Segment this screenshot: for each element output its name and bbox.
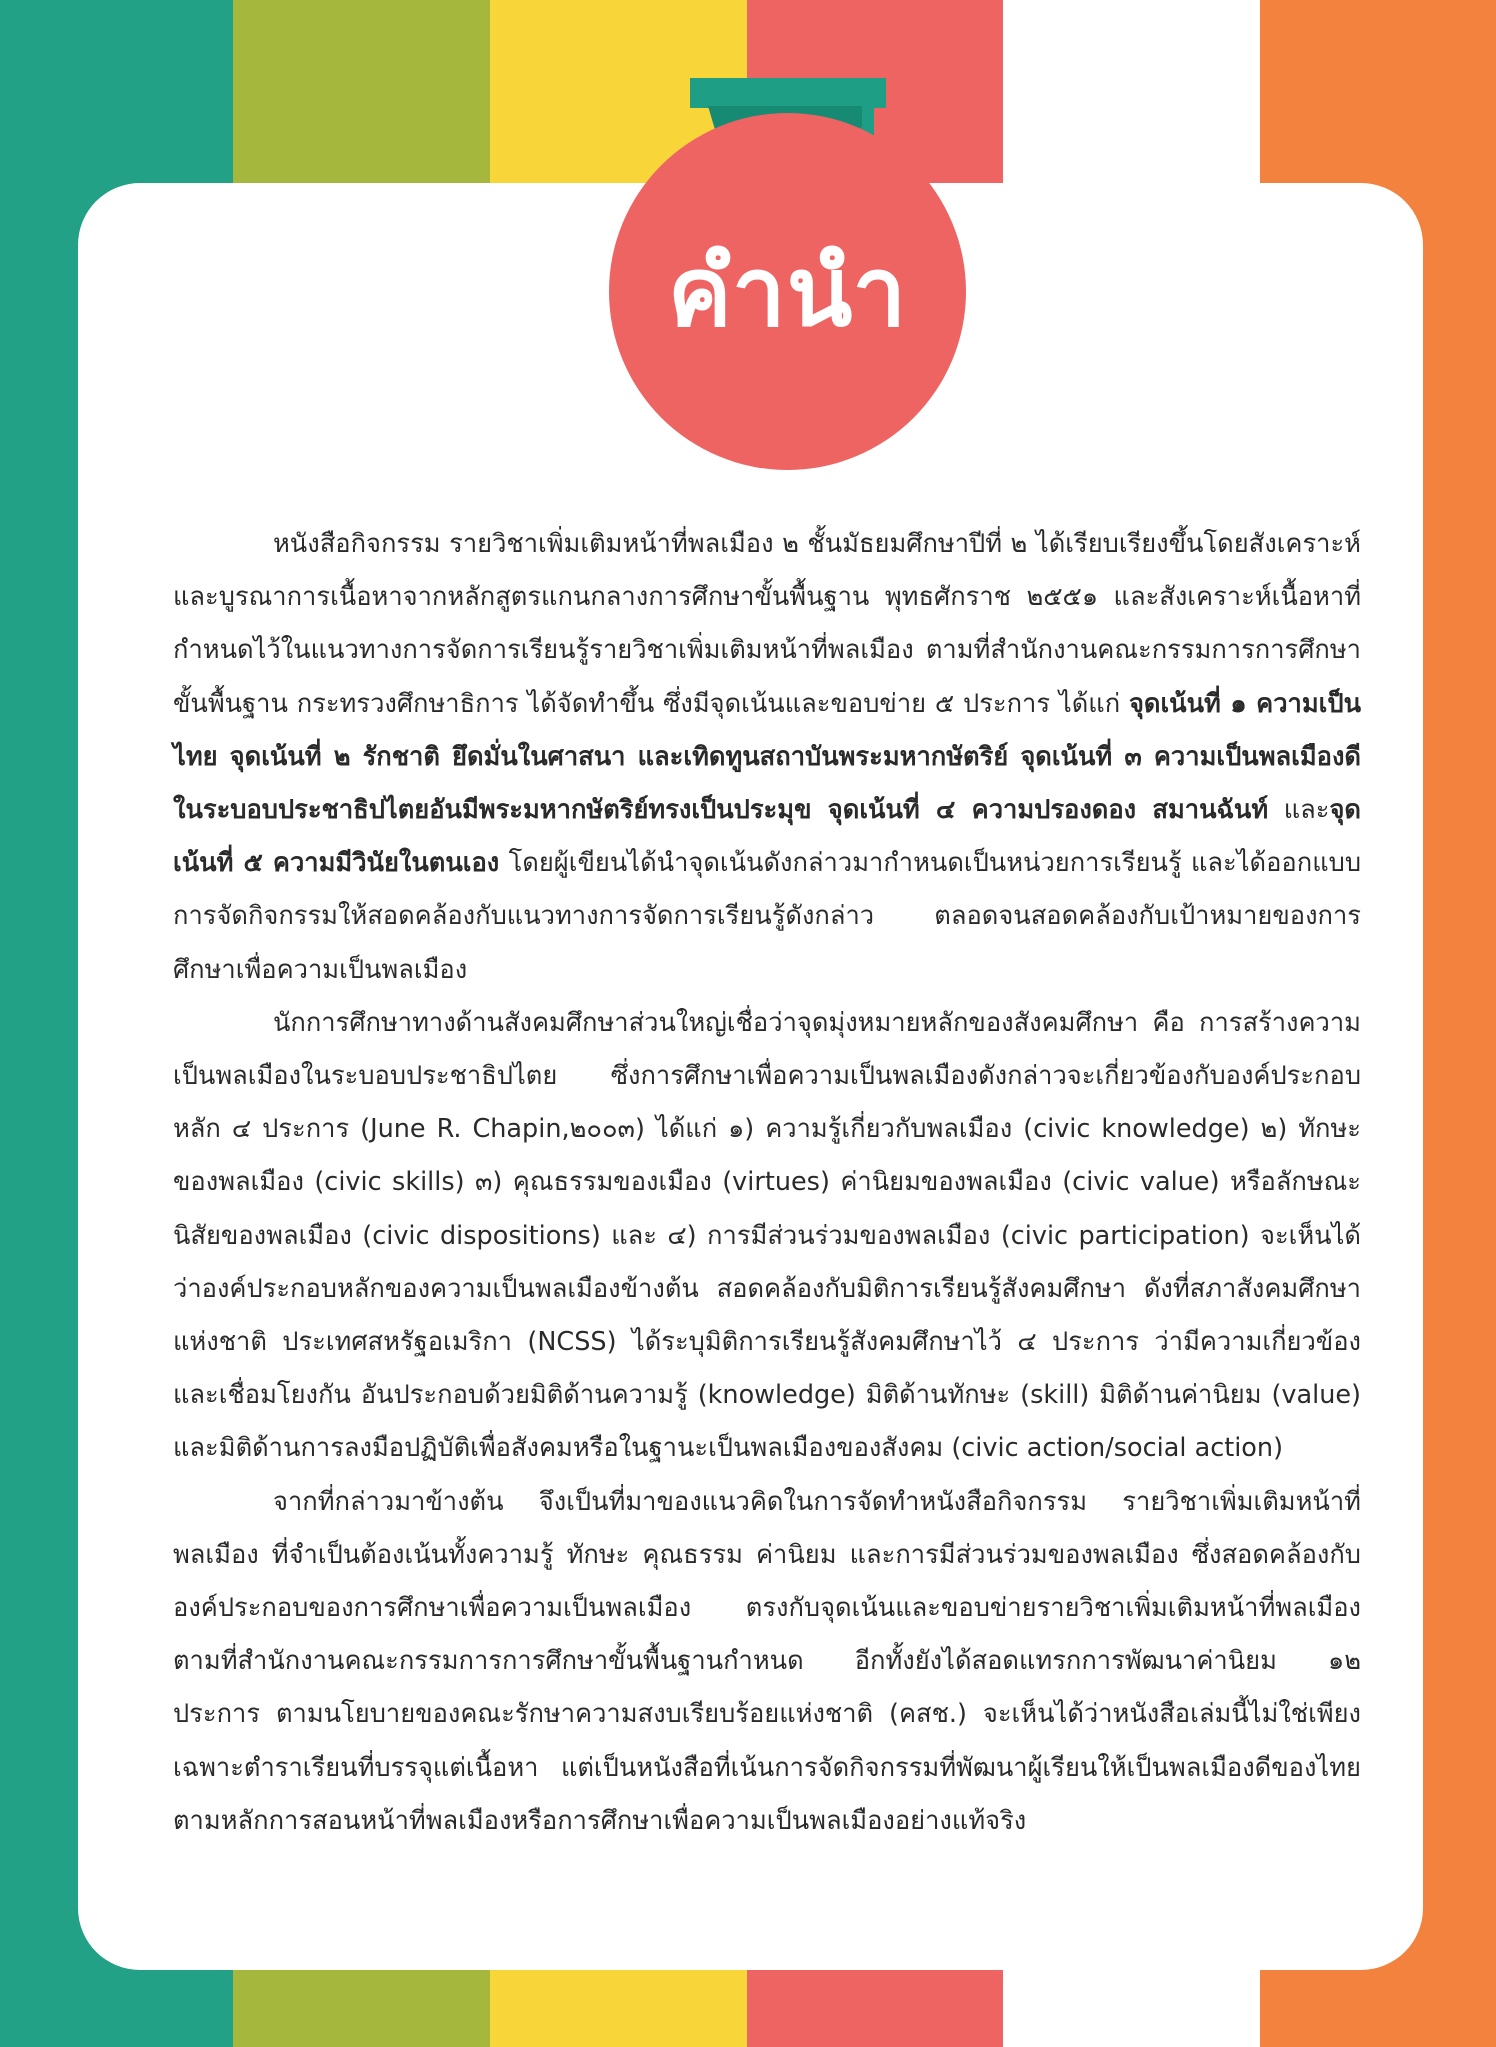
emphasis-text: จุดเน้นที่ ๑ ความเป็นไทย จุดเน้นที่ ๒ รักชาติ ยึดมั่นในศาสนา และเทิดทูนสถาบันพระมหากษัตริย์ จุดเน้นที่ ๓ ความเป็นพลเมืองดีในระบอบประชาธิปไตยอันมีพระมหากษัตริย์ทรงเป็นประมุข จุดเน้นที่ ๔ ความปรองดอง สมานฉันท์ bbox=[173, 688, 1362, 826]
page-title: คำนำ bbox=[667, 235, 908, 348]
paragraph-1 bbox=[173, 518, 1361, 997]
paragraph-text: นักการศึกษาทางด้านสังคมศึกษาส่วนใหญ่เชื่อว่าจุดมุ่งหมายหลักของสังคมศึกษา คือ การสร้างความเป็นพลเมืองในระบอบประชาธิปไตย ซึ่งการศึกษาเพื่อความเป็นพลเมืองดังกล่าวจะเกี่ยวข้องกับองค์ประกอบหลัก ๔ ประการ (June R. Chapin,๒๐๐๓) ได้แก่ ๑) ความรู้เกี่ยวกับพลเมือง (civic knowledge) ๒) ทักษะของพลเมือง (civic skills) ๓) คุณธรรมของเมือง (virtues) ค่านิยมของพลเมือง (civic value) หรือลักษณะนิสัยของพลเมือง (civic dispositions) และ ๔) การมีส่วนร่วมของพลเมือง (civic participation) จะเห็นได้ว่าองค์ประกอบหลักของความเป็นพลเมืองข้างต้น สอดคล้องกับมิติการเรียนรู้สังคมศึกษา ดังที่สภาสังคมศึกษาแห่งชาติ ประเทศสหรัฐอเมริกา (NCSS) ได้ระบุมิติการเรียนรู้สังคมศึกษาไว้ ๔ ประการ ว่ามีความเกี่ยวข้องและเชื่อมโยงกัน อันประกอบด้วยมิติด้านความรู้ (knowledge) มิติด้านทักษะ (skill) มิติด้านค่านิยม (value) และมิติด้านการลงมือปฏิบัติเพื่อสังคมหรือในฐานะเป็นพลเมืองของสังคม (civic action/social action) bbox=[173, 1007, 1361, 1464]
paragraph-text: หนังสือกิจกรรม รายวิชาเพิ่มเติมหน้าที่พลเมือง ๒ ชั้นมัธยมศึกษาปีที่ ๒ ได้เรียบเรียงขึ้นโดยสังเคราะห์และบูรณาการเนื้อหาจากหลักสูตรแกนกลางการศึกษาขั้นพื้นฐาน พุทธศักราช ๒๕๕๑ และสังเคราะห์เนื้อหาที่กำหนดไว้ในแนวทางการจัดการเรียนรู้รายวิชาเพิ่มเติมหน้าที่พลเมือง ตามที่สำนักงานคณะกรรมการการศึกษาขั้นพื้นฐาน กระทรวงศึกษาธิการ ได้จัดทำขึ้น ซึ่งมีจุดเน้นและขอบข่าย ๕ ประการ ได้แก่ bbox=[173, 529, 1361, 719]
paragraph-text: และ bbox=[1268, 795, 1330, 826]
paragraph-2 bbox=[173, 997, 1361, 1476]
paragraph-3 bbox=[173, 1476, 1361, 1848]
paragraph-text: จากที่กล่าวมาข้างต้น จึงเป็นที่มาของแนวคิดในการจัดทำหนังสือกิจกรรม รายวิชาเพิ่มเติมหน้าที่พลเมือง ที่จำเป็นต้องเน้นทั้งความรู้ ทักษะ คุณธรรม ค่านิยม และการมีส่วนร่วมของพลเมือง ซึ่งสอดคล้องกับองค์ประกอบของการศึกษาเพื่อความเป็นพลเมือง ตรงกับจุดเน้นและขอบข่ายรายวิชาเพิ่มเติมหน้าที่พลเมืองตามที่สำนักงานคณะกรรมการการศึกษาขั้นพื้นฐานกำหนด อีกทั้งยังได้สอดแทรกการพัฒนาค่านิยม ๑๒ ประการ ตามนโยบายของคณะรักษาความสงบเรียบร้อยแห่งชาติ (คสช.) จะเห็นได้ว่าหนังสือเล่มนี้ไม่ใช่เพียงเฉพาะตำราเรียนที่บรรจุแต่เนื้อหา แต่เป็นหนังสือที่เน้นการจัดกิจกรรมที่พัฒนาผู้เรียนให้เป็นพลเมืองดีของไทยตามหลักการสอนหน้าที่พลเมืองหรือการศึกษาเพื่อความเป็นพลเมืองอย่างแท้จริง bbox=[173, 1486, 1361, 1836]
preface-body bbox=[173, 518, 1361, 1848]
paragraph-text: โดยผู้เขียนได้นำจุดเน้นดังกล่าวมากำหนดเป็นหน่วยการเรียนรู้ และได้ออกแบบการจัดกิจกรรมให้สอดคล้องกับแนวทางการจัดการเรียนรู้ดังกล่าว ตลอดจนสอดคล้องกับเป้าหมายของการศึกษาเพื่อความเป็นพลเมือง bbox=[173, 848, 1361, 985]
emphasis-text: จุดเน้นที่ ๕ ความมีวินัยในตนเอง bbox=[173, 795, 1361, 879]
title-badge bbox=[609, 113, 966, 470]
